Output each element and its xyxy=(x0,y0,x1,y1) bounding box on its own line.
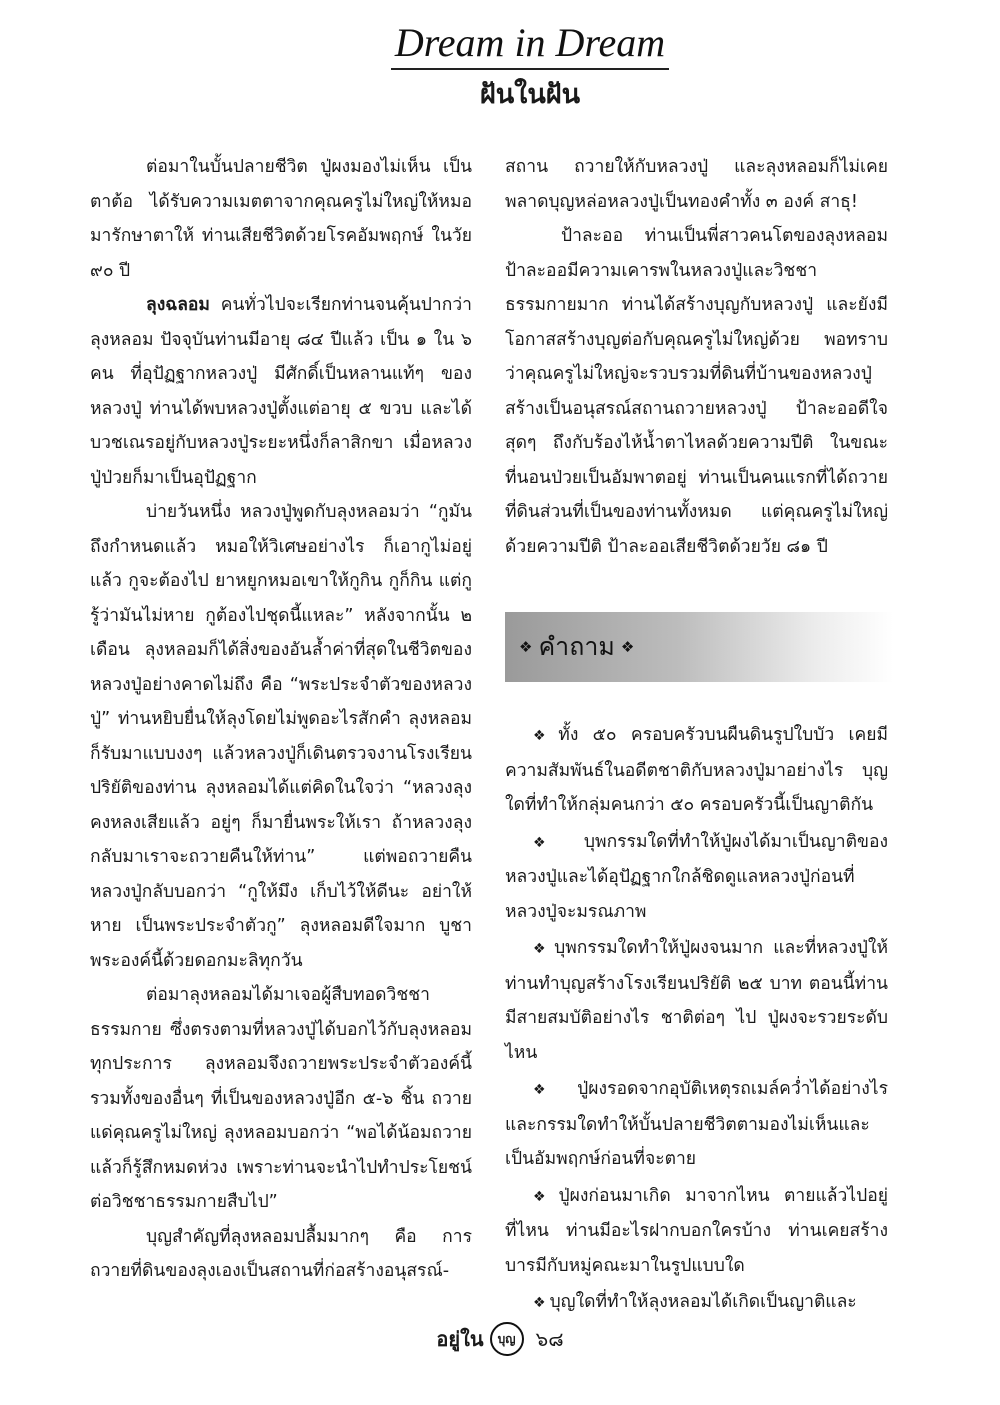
diamond-icon: ❖ xyxy=(533,1295,546,1311)
paragraph: ต่อมาลุงหลอมได้มาเจอผู้สืบทอดวิชชาธรรมกาย ซึ่งตรงตามที่หลวงปู่ได้บอกไว้กับลุงหลอมทุกประการ ลุงหลอมจึงถวายพระประจำตัวองค์นี้รวมทั้งของอื่นๆ ที่เป็นของหลวงปู่อีก ๕-๖ ชิ้น ถวายแด่คุณครูไม่ใหญ่ ลุงหลอมบอกว่า “พอได้น้อมถวายแล้วก็รู้สึกหมดห่วง เพราะท่านจะนำไปทำประโยชน์ต่อวิชชาธรรมกายสืบไป” xyxy=(90,985,472,1212)
page-header xyxy=(0,20,1000,112)
diamond-icon: ❖ xyxy=(533,728,555,744)
title-thai: ฝันในฝัน xyxy=(479,79,581,110)
question-text: บุญใดที่ทำให้ลุงหลอมได้เกิดเป็นญาติและ xyxy=(549,1292,857,1312)
question-item xyxy=(505,1179,888,1284)
person-name: ลุงฉลอม xyxy=(146,295,210,315)
diamond-icon: ❖ xyxy=(533,1082,574,1098)
logo-text: อยู่ใน xyxy=(436,1327,484,1351)
title-english: Dream in Dream xyxy=(391,20,669,70)
right-column xyxy=(505,150,888,1323)
diamond-icon: ❖ xyxy=(620,637,635,656)
question-item xyxy=(505,1072,888,1177)
page-number: ๖๘ xyxy=(535,1327,564,1351)
page-footer xyxy=(0,1322,1000,1356)
paragraph: บ่ายวันหนึ่ง หลวงปู่พูดกับลุงหลอมว่า “กูมันถึงกำหนดแล้ว หมอให้วิเศษอย่างไร ก็เอากูไม่อยู่แล้ว กูจะต้องไป ยาหยูกหมอเขาให้กูกิน กูก็กิน แต่กูรู้ว่ามันไม่หาย กูต้องไปชุดนี้แหละ” หลังจากนั้น ๒ เดือน ลุงหลอมก็ได้สิ่งของอันล้ำค่าที่สุดในชีวิตของหลวงปู่อย่างคาดไม่ถึง คือ “พระประจำตัวของหลวงปู่” ท่านหยิบยื่นให้ลุงโดยไม่พูดอะไรสักคำ ลุงหลอมก็รับมาแบบงงๆ แล้วหลวงปู่ก็เดินตรวจงานโรงเรียนปริยัติของท่าน ลุงหลอมได้แต่คิดในใจว่า “หลวงลุงคงหลงเสียแล้ว อยู่ๆ ก็มายื่นพระให้เรา ถ้าหลวงลุงกลับมาเราจะถวายคืนให้ท่าน” แต่พอถวายคืน หลวงปู่กลับบอกว่า “กูให้มึง เก็บไว้ให้ดีนะ อย่าให้หาย เป็นพระประจำตัวกู” ลุงหลอมดีใจมาก บูชาพระองค์นี้ด้วยดอกมะลิทุกวัน xyxy=(90,502,472,971)
paragraph: บุญสำคัญที่ลุงหลอมปลื้มมากๆ คือ การถวายที่ดินของลุงเองเป็นสถานที่ก่อสร้างอนุสรณ์- xyxy=(90,1226,472,1281)
paragraph: สถาน ถวายให้กับหลวงปู่ และลุงหลอมก็ไม่เคยพลาดบุญหล่อหลวงปู่เป็นทองคำทั้ง ๓ องค์ สาธุ! xyxy=(505,157,888,212)
paragraph-text: คนทั่วไปจะเรียกท่านจนคุ้นปากว่า ลุงหลอม ปัจจุบันท่านมีอายุ ๘๔ ปีแล้ว เป็น ๑ ใน ๖ คน ที่อุปัฏฐากหลวงปู่ มีศักดิ์เป็นหลานแท้ๆ ของหลวงปู่ ท่านได้พบหลวงปู่ตั้งแต่อายุ ๕ ขวบ และได้บวชเณรอยู่กับหลวงปู่ระยะหนึ่งก็ลาสิกขา เมื่อหลวงปู่ป่วยก็มาเป็นอุปัฏฐาก xyxy=(90,295,472,488)
question-item xyxy=(505,718,888,823)
question-text: บุพกรรมใดทำให้ปู่ผงจนมาก และที่หลวงปู่ให้ท่านทำบุญสร้างโรงเรียนปริยัติ ๒๕ บาท ตอนนี้ท่านมีสายสมบัติอย่างไร ชาติต่อๆ ไป ปู่ผงจะรวยระดับไหน xyxy=(505,938,888,1063)
question-text: ทั้ง ๕๐ ครอบครัวบนผืนดินรูปใบบัว เคยมีความสัมพันธ์ในอดีตชาติกับหลวงปู่มาอย่างไร บุญใดที่ทำให้กลุ่มคนกว่า ๕๐ ครอบครัวนี้เป็นญาติกัน xyxy=(505,725,888,815)
paragraph: ต่อมาในบั้นปลายชีวิต ปู่ผงมองไม่เห็น เป็นตาต้อ ได้รับความเมตตาจากคุณครูไม่ใหญ่ให้หมอมารักษาตาให้ ท่านเสียชีวิตด้วยโรคอัมพฤกษ์ ในวัย ๙๐ ปี xyxy=(90,157,472,281)
diamond-icon: ❖ xyxy=(533,941,551,957)
question-item xyxy=(505,825,888,930)
diamond-icon: ❖ xyxy=(533,1188,555,1205)
question-text: บุพกรรมใดที่ทำให้ปู่ผงได้มาเป็นญาติของหลวงปู่และได้อุปัฏฐากใกล้ชิดดูแลหลวงปู่ก่อนที่หลวงปู่จะมรณภาพ xyxy=(505,831,888,922)
question-item xyxy=(505,931,888,1070)
diamond-icon: ❖ xyxy=(519,637,533,656)
paragraph xyxy=(90,288,472,495)
left-column xyxy=(90,150,472,1289)
questions-heading: คำถาม xyxy=(538,631,615,661)
paragraph: ป้าละออ ท่านเป็นพี่สาวคนโตของลุงหลอม ป้าละออมีความเคารพในหลวงปู่และวิชชาธรรมกายมาก ท่านได้สร้างบุญกับหลวงปู่ และยังมีโอกาสสร้างบุญต่อกับคุณครูไม่ใหญ่ด้วย พอทราบว่าคุณครูไม่ใหญ่จะรวบรวมที่ดินที่บ้านของหลวงปู่สร้างเป็นอนุสรณ์สถานถวายหลวงปู่ ป้าละออดีใจสุดๆ ถึงกับร้องไห้น้ำตาไหลด้วยความปีติ ในขณะที่นอนป่วยเป็นอัมพาตอยู่ ท่านเป็นคนแรกที่ได้ถวายที่ดินส่วนที่เป็นของท่านทั้งหมด แต่คุณครูไม่ใหญ่ด้วยความปีติ ป้าละออเสียชีวิตด้วยวัย ๘๑ ปี xyxy=(505,226,888,557)
questions-banner xyxy=(505,612,893,682)
question-text: ปู่ผงรอดจากอุบัติเหตุรถเมล์คว่ำได้อย่างไร และกรรมใดทำให้บั้นปลายชีวิตตามองไม่เห็นและเป็นอัมพฤกษ์ก่อนที่จะตาย xyxy=(505,1079,888,1169)
diamond-icon: ❖ xyxy=(533,834,580,851)
question-item xyxy=(505,1285,888,1321)
logo-circle: บุญ xyxy=(490,1322,524,1356)
question-text: ปู่ผงก่อนมาเกิด มาจากไหน ตายแล้วไปอยู่ที่ไหน ท่านมีอะไรฝากบอกใครบ้าง ท่านเคยสร้างบารมีกับหมู่คณะมาในรูปแบบใด xyxy=(505,1185,888,1276)
